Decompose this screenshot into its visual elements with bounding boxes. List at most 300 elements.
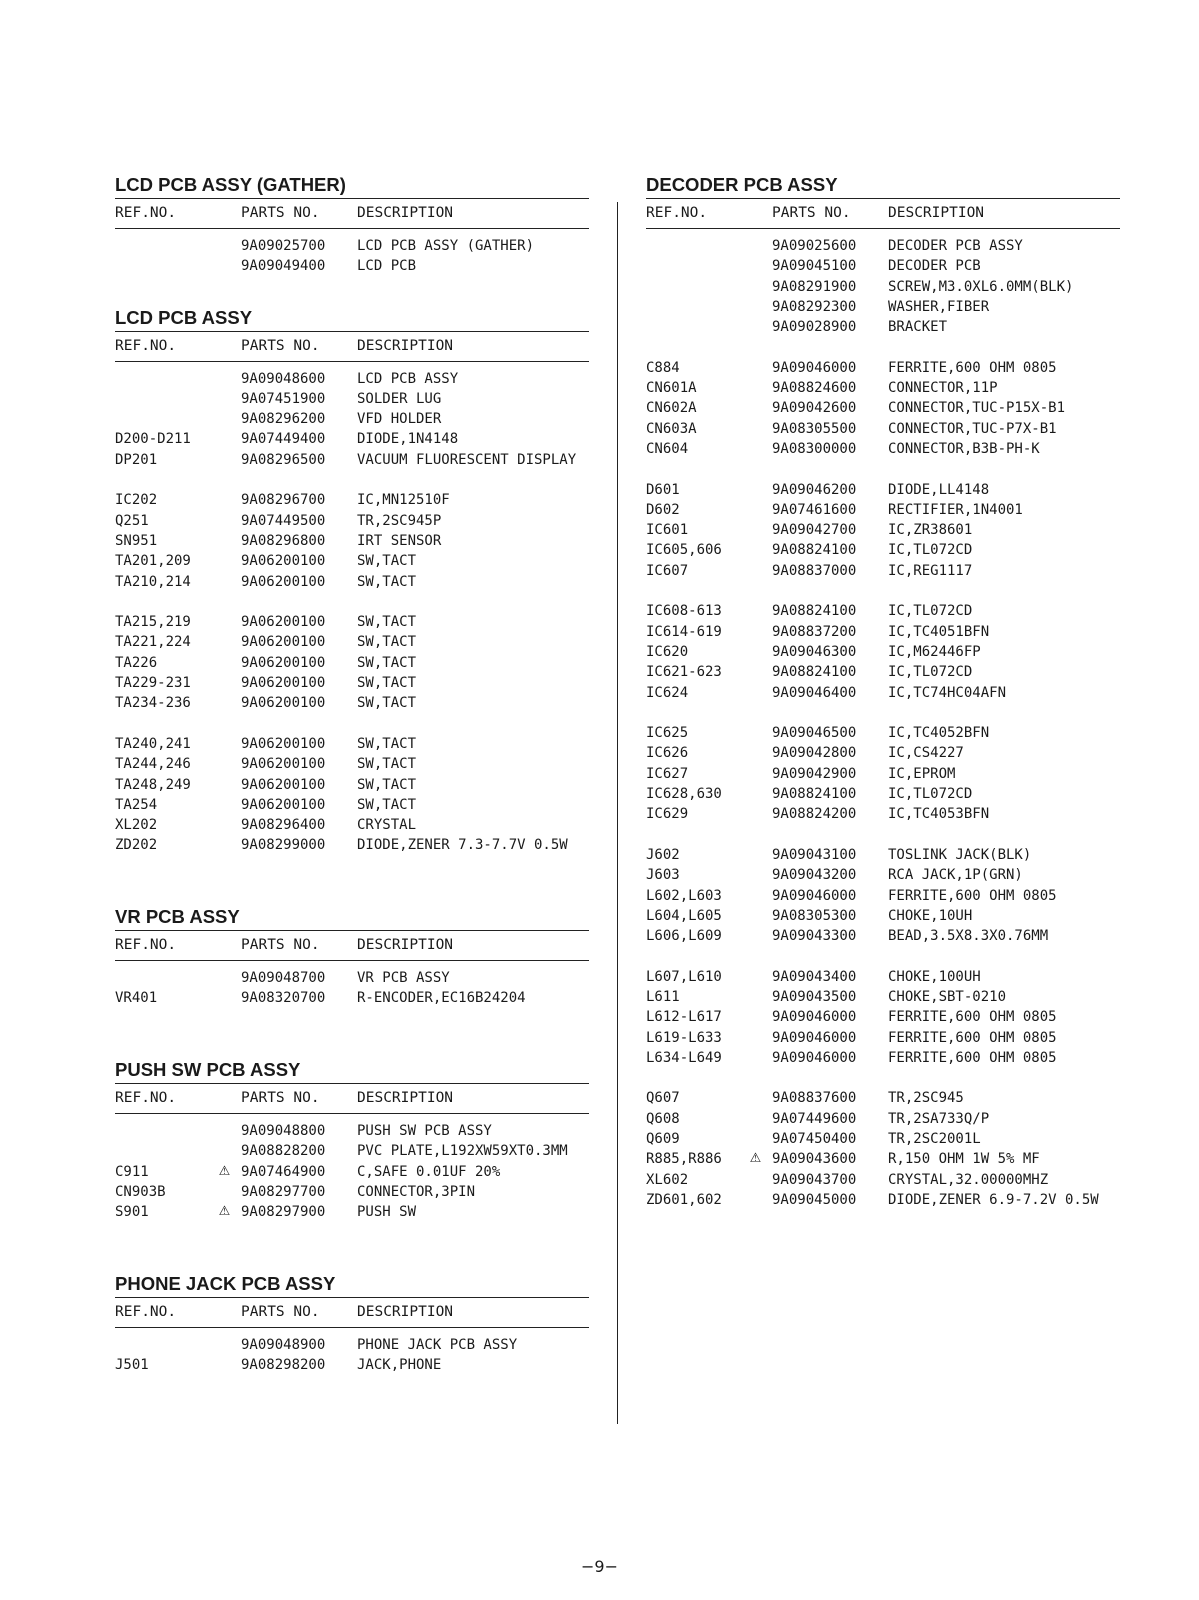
- description-cell: SW,TACT: [357, 675, 417, 692]
- table-row: [646, 256, 1120, 276]
- table-row: [646, 500, 1120, 520]
- description-cell: TR,2SA733Q/P: [888, 1110, 990, 1127]
- header-ref-no: REF.NO.: [646, 205, 708, 221]
- safety-warning-icon: [739, 358, 772, 378]
- safety-warning-icon: [739, 277, 772, 297]
- ref-no-cell: Q607: [646, 1090, 680, 1107]
- table-row: [646, 439, 1120, 459]
- parts-no-cell: 9A09042800: [772, 745, 857, 762]
- table-body: [115, 961, 589, 1029]
- table-row: [115, 572, 589, 592]
- safety-warning-icon: [208, 693, 241, 713]
- table-row: [115, 653, 589, 673]
- parts-no-cell: 9A09046500: [772, 725, 857, 742]
- ref-no-cell: TA240,241: [115, 735, 191, 752]
- table-row: [646, 1170, 1120, 1190]
- table-row: [646, 277, 1120, 297]
- table-row: [646, 622, 1120, 642]
- description-cell: SW,TACT: [357, 634, 417, 651]
- ref-no-cell: ZD601,602: [646, 1191, 722, 1208]
- ref-no-cell: D200-D211: [115, 431, 191, 448]
- table-row: [646, 987, 1120, 1007]
- section-phone-jack-pcb-assy: [115, 1271, 589, 1376]
- table-row: [115, 490, 589, 510]
- parts-no-cell: 9A08828200: [241, 1143, 326, 1160]
- parts-no-cell: 9A06200100: [241, 654, 326, 671]
- description-cell: SW,TACT: [357, 654, 417, 671]
- safety-warning-icon: [739, 540, 772, 560]
- parts-no-cell: 9A09043600: [772, 1151, 857, 1168]
- safety-warning-icon: [739, 784, 772, 804]
- description-cell: VACUUM FLUORESCENT DISPLAY: [357, 451, 577, 468]
- safety-warning-icon: [739, 987, 772, 1007]
- parts-no-cell: 9A08824100: [772, 664, 857, 681]
- safety-warning-icon: [208, 369, 241, 389]
- parts-no-cell: 9A08824100: [772, 603, 857, 620]
- row-spacer: [646, 1068, 1120, 1088]
- ref-no-cell: TA221,224: [115, 634, 191, 651]
- safety-warning-icon: [208, 572, 241, 592]
- ref-no-cell: [115, 409, 208, 429]
- ref-no-cell: CN903B: [115, 1183, 166, 1200]
- description-cell: DECODER PCB ASSY: [888, 238, 1023, 254]
- parts-no-cell: 9A07450400: [772, 1131, 857, 1148]
- safety-warning-icon: [739, 926, 772, 946]
- safety-warning-icon: [208, 653, 241, 673]
- safety-warning-icon: [739, 500, 772, 520]
- description-cell: IC,REG1117: [888, 562, 973, 579]
- description-cell: IC,TC4053BFN: [888, 806, 990, 823]
- safety-warning-icon: [739, 662, 772, 682]
- table-row: [646, 398, 1120, 418]
- safety-warning-icon: [208, 1182, 241, 1202]
- description-cell: SW,TACT: [357, 776, 417, 793]
- description-cell: IC,EPROM: [888, 765, 956, 782]
- safety-warning-icon: [208, 775, 241, 795]
- table-row: [115, 429, 589, 449]
- table-row: [115, 1355, 589, 1375]
- section-title: DECODER PCB ASSY: [646, 174, 838, 195]
- description-cell: IRT SENSOR: [357, 532, 442, 549]
- parts-no-cell: 9A08299000: [241, 837, 326, 854]
- safety-warning-icon: [739, 317, 772, 337]
- parts-no-cell: 9A06200100: [241, 614, 326, 631]
- ref-no-cell: XL602: [646, 1171, 689, 1188]
- parts-no-cell: 9A08296500: [241, 451, 326, 468]
- section-title: VR PCB ASSY: [115, 906, 240, 928]
- table-body: [115, 229, 589, 277]
- ref-no-cell: R885,R886: [646, 1151, 722, 1168]
- parts-no-cell: 9A06200100: [241, 573, 326, 590]
- row-spacer: [115, 856, 589, 876]
- safety-warning-icon: [208, 1355, 241, 1375]
- description-cell: IC,TC74HC04AFN: [888, 684, 1007, 701]
- table-row: [646, 1190, 1120, 1210]
- table-row: [115, 1202, 589, 1222]
- parts-no-cell: 9A09042900: [772, 765, 857, 782]
- ref-no-cell: CN603A: [646, 420, 697, 437]
- safety-warning-icon: [739, 886, 772, 906]
- parts-no-cell: 9A09046000: [772, 1029, 857, 1046]
- parts-no-cell: 9A07449400: [241, 431, 326, 448]
- safety-warning-icon: [739, 419, 772, 439]
- description-cell: IC,M62446FP: [888, 643, 981, 660]
- ref-no-cell: CN601A: [646, 380, 697, 397]
- table-header: [115, 1083, 589, 1114]
- page-number: −9−: [581, 1557, 618, 1576]
- ref-no-cell: TA210,214: [115, 573, 191, 590]
- parts-no-cell: 9A08296400: [241, 817, 326, 834]
- header-description: DESCRIPTION: [357, 937, 454, 954]
- ref-no-cell: C911: [115, 1163, 149, 1180]
- table-row: [115, 632, 589, 652]
- description-cell: IC,TL072CD: [888, 786, 973, 803]
- description-cell: FERRITE,600 OHM 0805: [888, 359, 1057, 376]
- safety-warning-icon: [739, 398, 772, 418]
- safety-warning-icon: [739, 642, 772, 662]
- ref-no-cell: Q609: [646, 1131, 680, 1148]
- table-row: [646, 520, 1120, 540]
- header-ref-no: REF.NO.: [115, 1089, 177, 1106]
- parts-no-cell: 9A08824200: [772, 806, 857, 823]
- safety-warning-icon: [208, 236, 241, 256]
- parts-no-cell: 9A08837000: [772, 562, 857, 579]
- ref-no-cell: XL202: [115, 817, 158, 834]
- parts-no-cell: 9A09042600: [772, 400, 857, 417]
- row-spacer: [115, 714, 589, 734]
- header-parts-no: PARTS NO.: [241, 1303, 320, 1320]
- parts-no-cell: 9A09046000: [772, 1049, 857, 1066]
- ref-no-cell: TA244,246: [115, 756, 191, 773]
- ref-no-cell: [646, 236, 739, 256]
- header-parts-no: PARTS NO.: [241, 1089, 320, 1106]
- table-body: [115, 362, 589, 876]
- description-cell: R-ENCODER,EC16B24204: [357, 990, 526, 1007]
- safety-warning-icon: [208, 988, 241, 1008]
- parts-no-cell: 9A08305300: [772, 907, 857, 924]
- ref-no-cell: Q251: [115, 512, 149, 529]
- safety-warning-icon: [208, 673, 241, 693]
- description-cell: DIODE,LL4148: [888, 481, 990, 498]
- safety-warning-icon: [739, 723, 772, 743]
- safety-warning-icon: [739, 480, 772, 500]
- table-row: [646, 845, 1120, 865]
- row-spacer: [646, 825, 1120, 845]
- parts-no-cell: 9A08824100: [772, 786, 857, 803]
- table-header: [115, 198, 589, 229]
- table-row: [646, 743, 1120, 763]
- description-cell: DECODER PCB: [888, 258, 981, 275]
- table-row: [646, 358, 1120, 378]
- ref-no-cell: [115, 236, 208, 256]
- ref-no-cell: IC202: [115, 492, 158, 509]
- ref-no-cell: J501: [115, 1356, 149, 1373]
- ref-no-cell: L602,L603: [646, 887, 722, 904]
- parts-no-cell: 9A08296700: [241, 492, 326, 509]
- description-cell: SW,TACT: [357, 796, 417, 813]
- row-spacer: [115, 592, 589, 612]
- description-cell: TR,2SC2001L: [888, 1131, 981, 1148]
- parts-no-cell: 9A07464900: [241, 1163, 326, 1180]
- parts-no-cell: 9A08305500: [772, 420, 857, 437]
- description-cell: IC,TL072CD: [888, 542, 973, 559]
- table-row: [115, 775, 589, 795]
- description-cell: SW,TACT: [357, 735, 417, 752]
- description-cell: IC,TL072CD: [888, 664, 973, 681]
- safety-warning-icon: [208, 511, 241, 531]
- description-cell: PUSH SW: [357, 1204, 417, 1221]
- parts-no-cell: 9A09025600: [772, 238, 857, 254]
- ref-no-cell: L604,L605: [646, 907, 722, 924]
- description-cell: PVC PLATE,L192XW59XT0.3MM: [357, 1143, 568, 1160]
- table-row: [646, 642, 1120, 662]
- table-row: [115, 754, 589, 774]
- table-row: [115, 511, 589, 531]
- section-lcd-pcb-assy: [115, 305, 589, 876]
- parts-no-cell: 9A08298200: [241, 1356, 326, 1373]
- description-cell: SW,TACT: [357, 756, 417, 773]
- ref-no-cell: IC627: [646, 765, 689, 782]
- table-row: [646, 1028, 1120, 1048]
- safety-warning-icon: [739, 236, 772, 256]
- ref-no-cell: L606,L609: [646, 928, 722, 945]
- table-row: [646, 906, 1120, 926]
- table-row: [115, 256, 589, 276]
- safety-warning-icon: [739, 743, 772, 763]
- safety-warning-icon: [208, 734, 241, 754]
- description-cell: SCREW,M3.0XL6.0MM(BLK): [888, 278, 1074, 295]
- table-row: [646, 1007, 1120, 1027]
- parts-no-cell: 9A08837200: [772, 623, 857, 640]
- description-cell: RCA JACK,1P(GRN): [888, 867, 1023, 884]
- ref-no-cell: [646, 317, 739, 337]
- table-row: [115, 815, 589, 835]
- table-row: [115, 1335, 589, 1355]
- table-row: [646, 1149, 1120, 1169]
- safety-warning-icon: [739, 845, 772, 865]
- description-cell: CRYSTAL,32.00000MHZ: [888, 1171, 1049, 1188]
- description-cell: SOLDER LUG: [357, 390, 442, 407]
- description-cell: LCD PCB: [357, 258, 417, 275]
- description-cell: RECTIFIER,1N4001: [888, 501, 1023, 518]
- table-header: [646, 198, 1120, 229]
- row-spacer: [115, 470, 589, 490]
- ref-no-cell: DP201: [115, 451, 158, 468]
- description-cell: SW,TACT: [357, 695, 417, 712]
- safety-warning-icon: [739, 439, 772, 459]
- safety-warning-icon: [739, 1170, 772, 1190]
- description-cell: LCD PCB ASSY (GATHER): [357, 238, 535, 254]
- table-row: [115, 531, 589, 551]
- description-cell: PHONE JACK PCB ASSY: [357, 1336, 518, 1353]
- parts-no-cell: 9A08296200: [241, 411, 326, 428]
- row-spacer: [115, 1009, 589, 1029]
- parts-no-cell: 9A07449500: [241, 512, 326, 529]
- table-row: [115, 1141, 589, 1161]
- safety-warning-icon: [739, 1190, 772, 1210]
- section-title: LCD PCB ASSY: [115, 306, 253, 328]
- ref-no-cell: IC624: [646, 684, 689, 701]
- table-row: [115, 835, 589, 855]
- safety-warning-icon: [739, 1028, 772, 1048]
- table-row: [646, 480, 1120, 500]
- table-row: [115, 693, 589, 713]
- parts-no-cell: 9A09028900: [772, 319, 857, 336]
- table-row: [646, 236, 1120, 256]
- row-spacer: [115, 1222, 589, 1242]
- table-row: [115, 1162, 589, 1182]
- description-cell: DIODE,ZENER 7.3-7.7V 0.5W: [357, 837, 568, 854]
- table-row: [646, 662, 1120, 682]
- ref-no-cell: IC625: [646, 725, 689, 742]
- table-row: [115, 409, 589, 429]
- ref-no-cell: [115, 1141, 208, 1161]
- table-row: [115, 968, 589, 988]
- ref-no-cell: TA215,219: [115, 614, 191, 631]
- table-row: [115, 1182, 589, 1202]
- safety-warning-icon: [208, 450, 241, 470]
- ref-no-cell: L612-L617: [646, 1009, 722, 1026]
- parts-no-cell: 9A09042700: [772, 522, 857, 539]
- description-cell: DIODE,ZENER 6.9-7.2V 0.5W: [888, 1191, 1099, 1208]
- header-description: DESCRIPTION: [357, 1303, 454, 1320]
- safety-warning-icon: [208, 632, 241, 652]
- ref-no-cell: J603: [646, 867, 680, 884]
- row-spacer: [646, 581, 1120, 601]
- table-row: [646, 540, 1120, 560]
- ref-no-cell: TA248,249: [115, 776, 191, 793]
- header-ref-no: REF.NO.: [115, 205, 177, 221]
- ref-no-cell: SN951: [115, 532, 158, 549]
- parts-no-cell: 9A09046000: [772, 1009, 857, 1026]
- safety-warning-icon: [739, 378, 772, 398]
- parts-no-cell: 9A08837600: [772, 1090, 857, 1107]
- row-spacer: [646, 459, 1120, 479]
- ref-no-cell: [115, 1121, 208, 1141]
- ref-no-cell: [646, 277, 739, 297]
- safety-warning-icon: [739, 1048, 772, 1068]
- ref-no-cell: CN604: [646, 440, 689, 457]
- table-header: [115, 331, 589, 362]
- parts-no-cell: 9A09049400: [241, 258, 326, 275]
- table-row: [646, 784, 1120, 804]
- parts-no-cell: 9A08300000: [772, 440, 857, 457]
- ref-no-cell: D601: [646, 481, 680, 498]
- safety-warning-icon: [739, 256, 772, 276]
- description-cell: C,SAFE 0.01UF 20%: [357, 1163, 501, 1180]
- table-row: [115, 389, 589, 409]
- safety-warning-icon: ⚠: [218, 1163, 231, 1179]
- table-row: [646, 886, 1120, 906]
- safety-warning-icon: [739, 764, 772, 784]
- description-cell: IC,CS4227: [888, 745, 964, 762]
- safety-warning-icon: [739, 1088, 772, 1108]
- parts-no-cell: 9A09048900: [241, 1336, 326, 1353]
- parts-no-cell: 9A08292300: [772, 298, 857, 315]
- description-cell: IC,TC4052BFN: [888, 725, 990, 742]
- ref-no-cell: IC626: [646, 745, 689, 762]
- description-cell: FERRITE,600 OHM 0805: [888, 1029, 1057, 1046]
- description-cell: CONNECTOR,TUC-P7X-B1: [888, 420, 1057, 437]
- ref-no-cell: L634-L649: [646, 1049, 722, 1066]
- ref-no-cell: TA234-236: [115, 695, 191, 712]
- safety-warning-icon: [208, 835, 241, 855]
- section-title: LCD PCB ASSY (GATHER): [115, 174, 346, 195]
- parts-no-cell: 9A08296800: [241, 532, 326, 549]
- parts-no-cell: 9A09046000: [772, 887, 857, 904]
- table-row: [115, 369, 589, 389]
- header-description: DESCRIPTION: [357, 337, 454, 354]
- description-cell: SW,TACT: [357, 573, 417, 590]
- table-row: [115, 988, 589, 1008]
- column-divider: [617, 202, 618, 1424]
- parts-no-cell: 9A09043500: [772, 988, 857, 1005]
- safety-warning-icon: [739, 561, 772, 581]
- table-row: [646, 723, 1120, 743]
- table-row: [646, 601, 1120, 621]
- section-decoder-pcb-assy: [646, 172, 1120, 1210]
- header-description: DESCRIPTION: [357, 1089, 454, 1106]
- parts-no-cell: 9A09043200: [772, 867, 857, 884]
- parts-no-cell: 9A08297900: [241, 1204, 326, 1221]
- parts-no-cell: 9A09043700: [772, 1171, 857, 1188]
- header-ref-no: REF.NO.: [115, 937, 177, 954]
- ref-no-cell: CN602A: [646, 400, 697, 417]
- ref-no-cell: VR401: [115, 990, 158, 1007]
- ref-no-cell: IC601: [646, 522, 689, 539]
- row-spacer: [646, 946, 1120, 966]
- safety-warning-icon: [208, 531, 241, 551]
- row-spacer: [646, 703, 1120, 723]
- description-cell: CRYSTAL: [357, 817, 417, 834]
- safety-warning-icon: [739, 297, 772, 317]
- ref-no-cell: IC605,606: [646, 542, 722, 559]
- parts-no-cell: 9A08320700: [241, 990, 326, 1007]
- safety-warning-icon: [208, 409, 241, 429]
- parts-no-cell: 9A09025700: [241, 238, 326, 254]
- parts-no-cell: 9A09046400: [772, 684, 857, 701]
- description-cell: SW,TACT: [357, 553, 417, 570]
- table-row: [115, 450, 589, 470]
- description-cell: IC,TL072CD: [888, 603, 973, 620]
- safety-warning-icon: [739, 622, 772, 642]
- ref-no-cell: D602: [646, 501, 680, 518]
- description-cell: R,150 OHM 1W 5% MF: [888, 1151, 1040, 1168]
- section-title: PHONE JACK PCB ASSY: [115, 1272, 336, 1294]
- safety-warning-icon: [739, 1109, 772, 1129]
- parts-no-cell: 9A06200100: [241, 553, 326, 570]
- parts-no-cell: 9A09048800: [241, 1122, 326, 1139]
- safety-warning-icon: [739, 906, 772, 926]
- parts-no-cell: 9A06200100: [241, 776, 326, 793]
- parts-no-cell: 9A09045100: [772, 258, 857, 275]
- table-body: [115, 1114, 589, 1243]
- table-row: [646, 317, 1120, 337]
- table-row: [646, 967, 1120, 987]
- ref-no-cell: IC608-613: [646, 603, 722, 620]
- safety-warning-icon: [208, 754, 241, 774]
- description-cell: CONNECTOR,11P: [888, 380, 998, 397]
- parts-no-cell: 9A07461600: [772, 501, 857, 518]
- ref-no-cell: [646, 256, 739, 276]
- safety-warning-icon: [739, 1007, 772, 1027]
- ref-no-cell: J602: [646, 846, 680, 863]
- parts-no-cell: 9A09046300: [772, 643, 857, 660]
- description-cell: VFD HOLDER: [357, 411, 442, 428]
- ref-no-cell: TA201,209: [115, 553, 191, 570]
- safety-warning-icon: [208, 490, 241, 510]
- section-lcd-pcb-assy-gather: [115, 172, 589, 277]
